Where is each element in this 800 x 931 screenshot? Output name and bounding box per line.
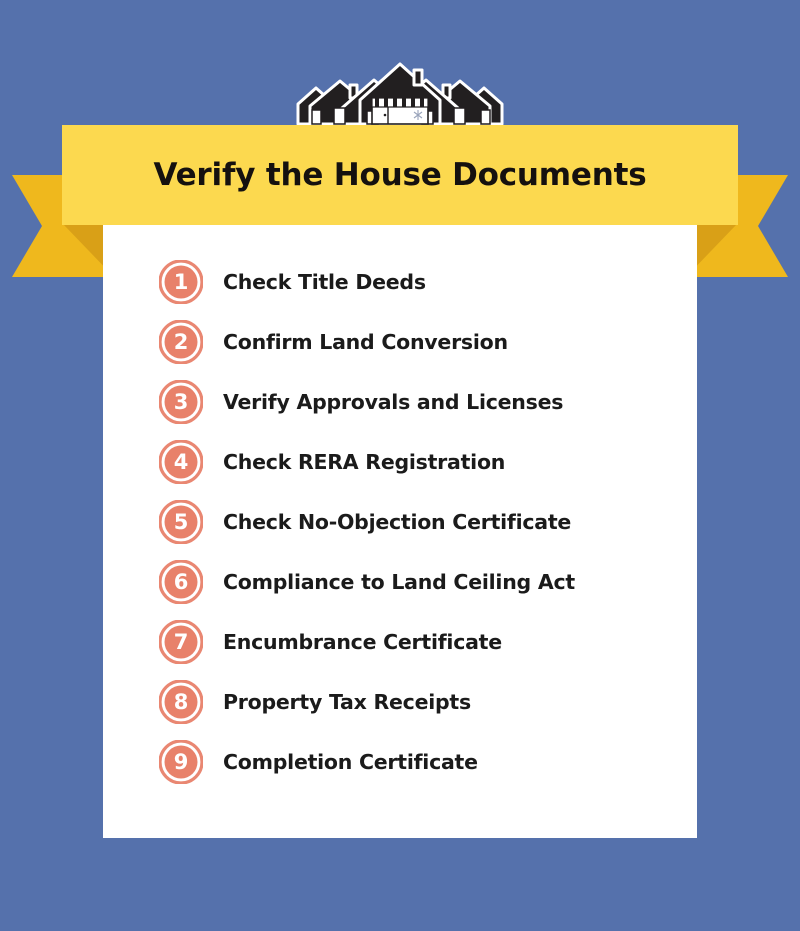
step-number-badge — [159, 320, 203, 364]
step-number: 8 — [173, 689, 189, 714]
checklist-item-label: Check No-Objection Certificate — [223, 510, 572, 534]
checklist-item-label: Encumbrance Certificate — [223, 630, 502, 654]
step-number: 4 — [173, 449, 189, 474]
step-number-badge — [159, 680, 203, 724]
checklist — [159, 252, 679, 792]
checklist-item-label: Completion Certificate — [223, 750, 478, 774]
step-number-badge — [159, 440, 203, 484]
step-number-badge — [159, 260, 203, 304]
step-number: 6 — [173, 569, 189, 594]
step-number-badge — [159, 620, 203, 664]
step-number-badge — [159, 740, 203, 784]
checklist-item — [159, 552, 679, 612]
houses-skyline-icon — [296, 58, 504, 126]
checklist-item — [159, 612, 679, 672]
step-number: 2 — [173, 329, 189, 354]
checklist-item-label: Check Title Deeds — [223, 270, 426, 294]
step-number-badge — [159, 500, 203, 544]
checklist-item — [159, 432, 679, 492]
checklist-item-label: Check RERA Registration — [223, 450, 506, 474]
checklist-item-label: Compliance to Land Ceiling Act — [223, 570, 575, 594]
step-number-badge — [159, 560, 203, 604]
step-number: 1 — [173, 269, 189, 294]
checklist-card — [103, 225, 697, 838]
step-number: 5 — [173, 509, 189, 534]
checklist-item — [159, 372, 679, 432]
step-number-badge — [159, 380, 203, 424]
checklist-item-label: Property Tax Receipts — [223, 690, 471, 714]
checklist-item — [159, 312, 679, 372]
checklist-item — [159, 252, 679, 312]
checklist-item — [159, 672, 679, 732]
step-number: 9 — [173, 749, 189, 774]
step-number: 3 — [173, 389, 189, 414]
page-title: Verify the House Documents — [153, 157, 647, 193]
checklist-item — [159, 492, 679, 552]
checklist-item-label: Verify Approvals and Licenses — [223, 390, 564, 414]
checklist-item-label: Confirm Land Conversion — [223, 330, 508, 354]
title-banner — [62, 125, 738, 225]
checklist-item — [159, 732, 679, 792]
step-number: 7 — [173, 629, 189, 654]
